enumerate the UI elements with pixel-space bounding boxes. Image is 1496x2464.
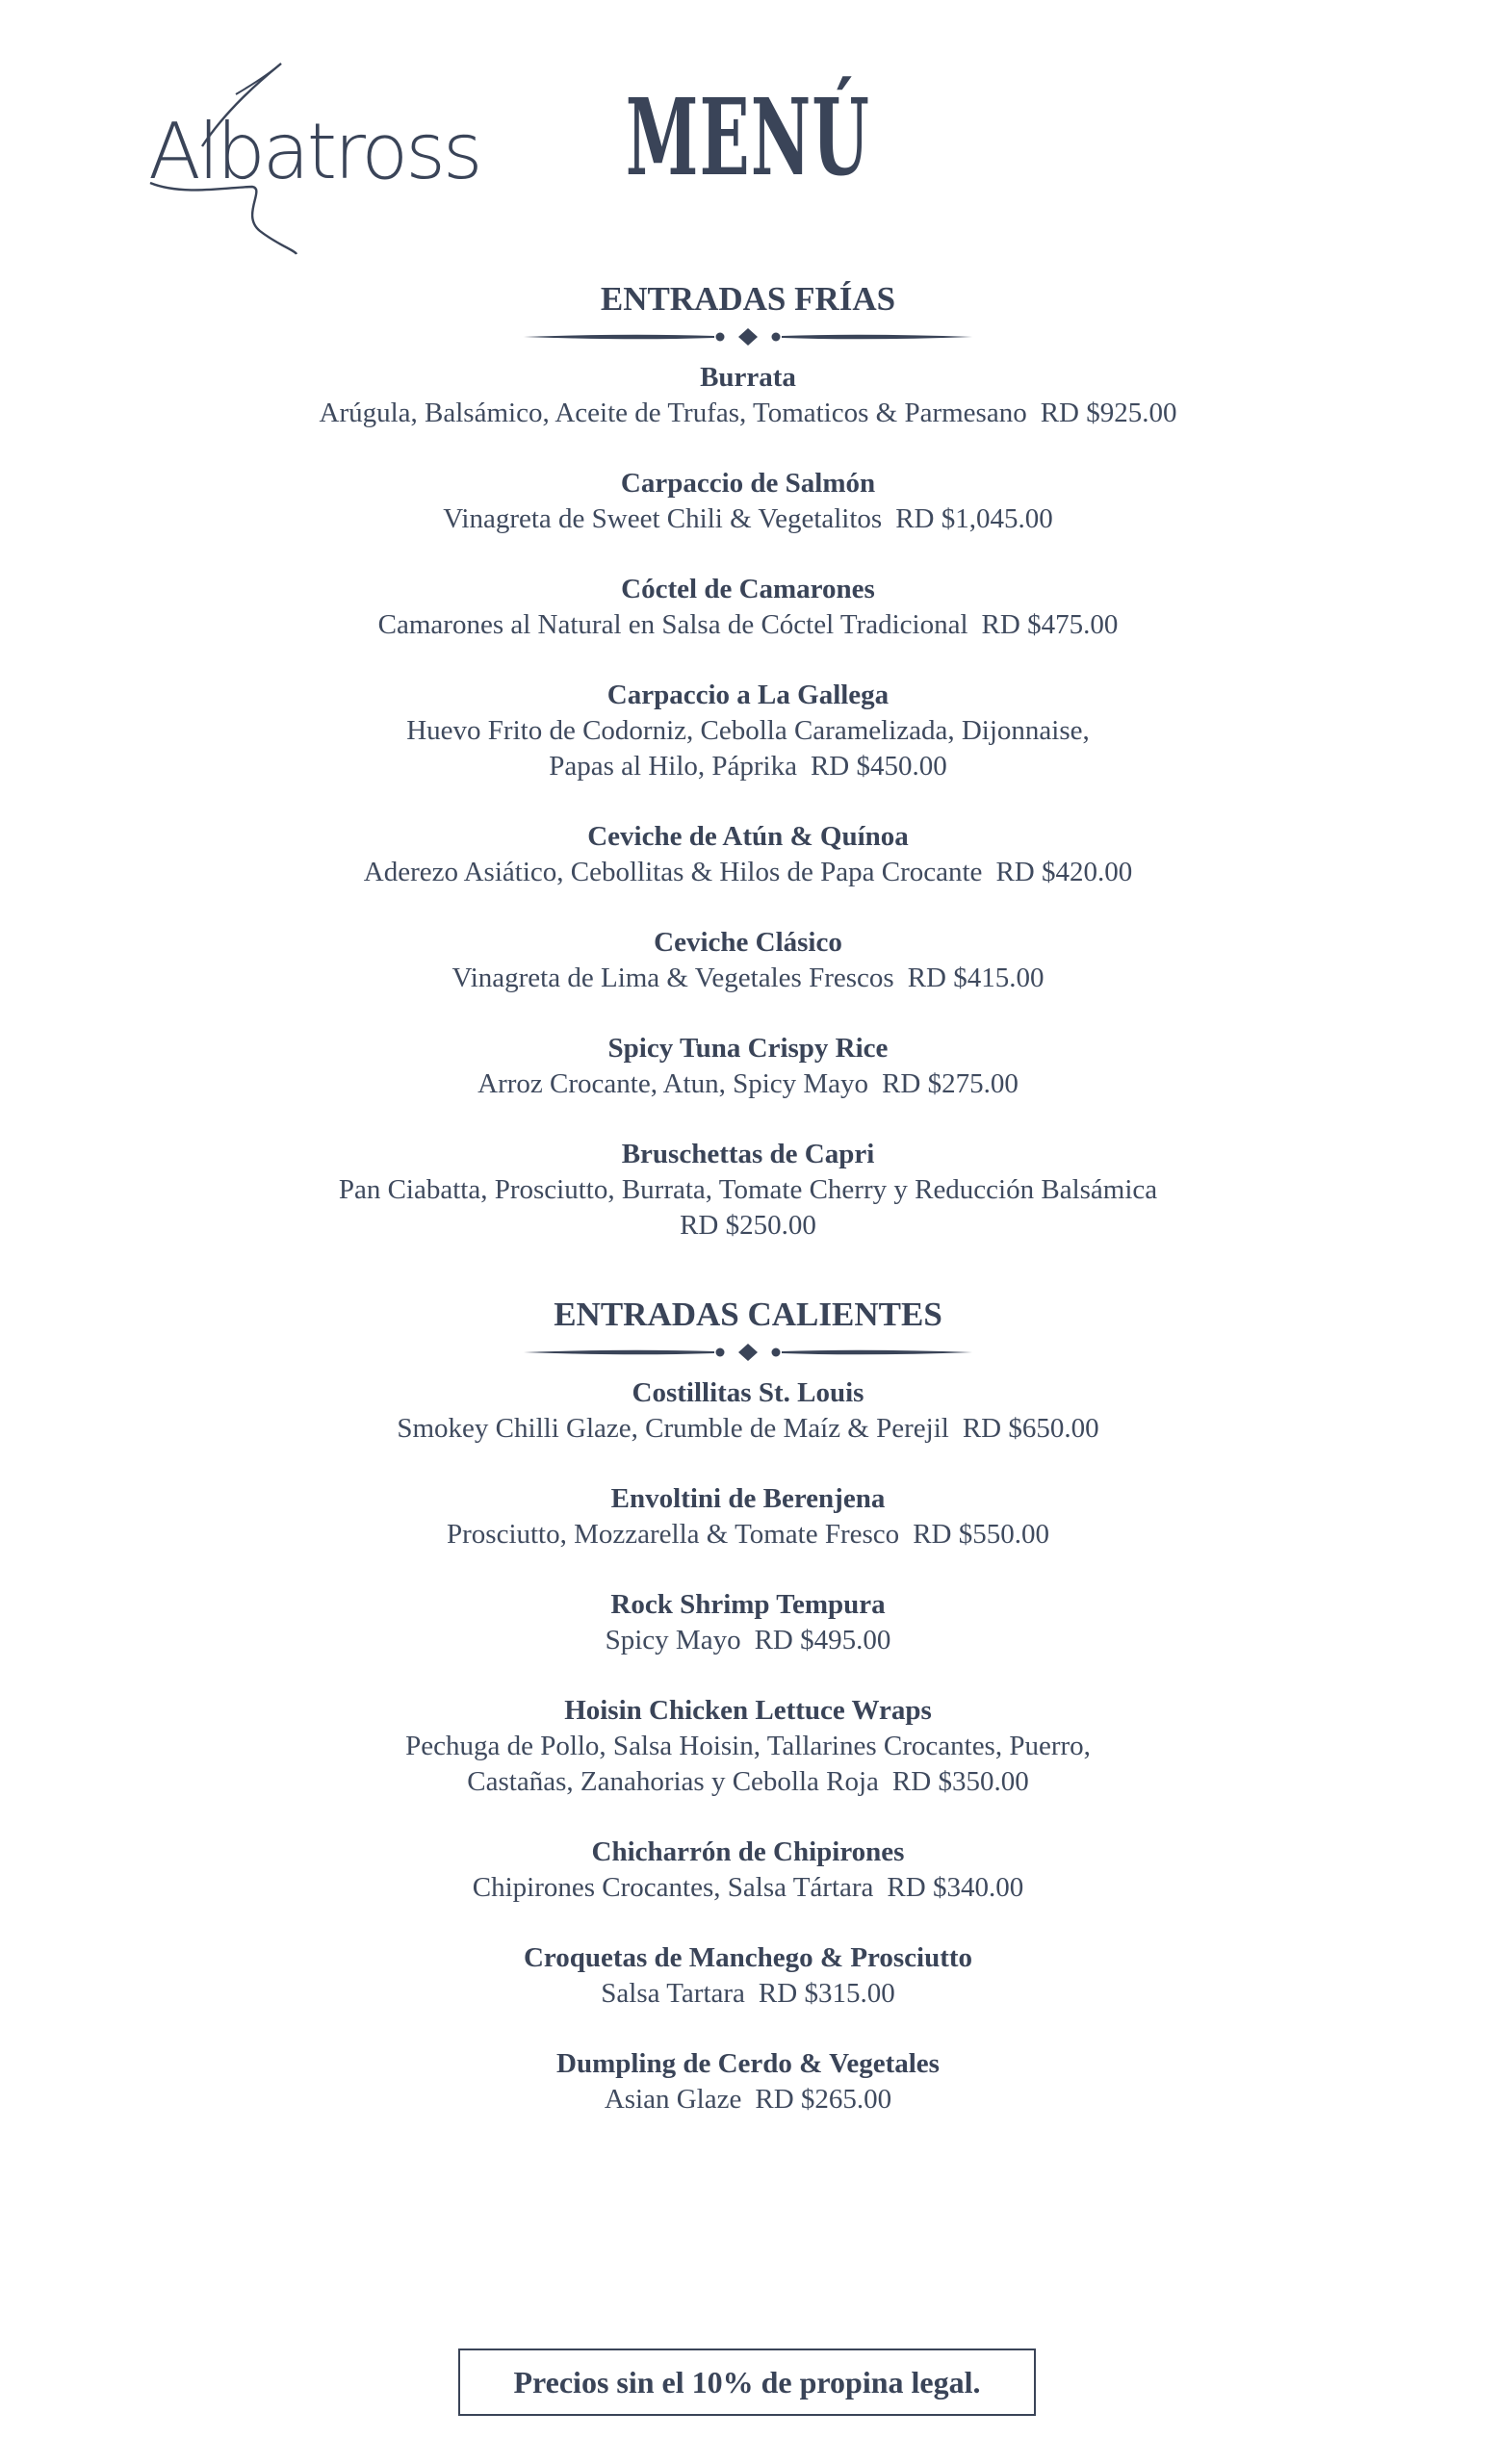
item-description-text: Asian Glaze <box>604 2084 742 2115</box>
menu-item <box>0 360 1496 431</box>
item-description <box>0 396 1496 431</box>
item-description: Huevo Frito de Codorniz, Cebolla Caramelizada, Dijonnaise, <box>406 715 1090 746</box>
section-title: ENTRADAS FRÍAS <box>600 280 896 318</box>
item-name: Ceviche de Atún & Quínoa <box>587 821 909 852</box>
item-price: RD $550.00 <box>913 1519 1049 1550</box>
item-description-text: Vinagreta de Lima & Vegetales Frescos <box>451 962 894 993</box>
item-description <box>0 1517 1496 1553</box>
item-name: Croquetas de Manchego & Prosciutto <box>523 1942 973 1973</box>
item-description <box>0 1623 1496 1658</box>
item-description-text: Chipirones Crocantes, Salsa Tártara <box>472 1872 874 1903</box>
footer-note: Precios sin el 10% de propina legal. <box>458 2348 1036 2416</box>
item-name: Cóctel de Camarones <box>621 574 875 604</box>
item-price: RD $925.00 <box>1040 398 1177 428</box>
item-description: Pechuga de Pollo, Salsa Hoisin, Tallarines Crocantes, Puerro, <box>405 1731 1091 1761</box>
item-description <box>0 1066 1496 1102</box>
item-description <box>0 1411 1496 1447</box>
menu-item <box>0 1693 1496 1800</box>
item-name: Carpaccio a La Gallega <box>606 680 890 710</box>
item-name: Bruschettas de Capri <box>621 1139 875 1169</box>
item-price: RD $420.00 <box>995 857 1133 887</box>
item-name: Chicharrón de Chipirones <box>591 1836 905 1867</box>
item-description-text: Spicy Mayo <box>605 1625 741 1656</box>
item-price: RD $315.00 <box>758 1978 895 2009</box>
item-description <box>0 2082 1496 2118</box>
item-description-text: Papas al Hilo, Páprika <box>549 751 797 782</box>
item-description-text: Salsa Tartara <box>601 1978 745 2009</box>
item-name: Dumpling de Cerdo & Vegetales <box>556 2048 940 2079</box>
section-entradas-frias <box>0 279 1496 1278</box>
item-description-text: Aderezo Asiático, Cebollitas & Hilos de Papa Crocante <box>363 857 983 887</box>
item-name: Spicy Tuna Crispy Rice <box>607 1033 889 1064</box>
item-name: Ceviche Clásico <box>654 927 842 958</box>
ornament-divider-icon <box>522 325 974 348</box>
item-description-text: Vinagreta de Sweet Chili & Vegetalitos <box>443 503 883 534</box>
menu-item <box>0 1031 1496 1102</box>
item-price: RD $650.00 <box>962 1413 1099 1444</box>
section-title: ENTRADAS CALIENTES <box>554 1296 942 1333</box>
menu-item <box>0 819 1496 890</box>
section-entradas-calientes <box>0 1295 1496 2152</box>
item-name: Costillitas St. Louis <box>632 1377 864 1408</box>
item-description <box>0 855 1496 890</box>
item-description-text: Prosciutto, Mozzarella & Tomate Fresco <box>447 1519 900 1550</box>
menu-item <box>0 678 1496 784</box>
item-price: RD $350.00 <box>891 1766 1029 1797</box>
menu-item <box>0 1835 1496 1906</box>
item-price: RD $495.00 <box>754 1625 891 1656</box>
item-name: Carpaccio de Salmón <box>620 468 876 499</box>
item-description <box>0 501 1496 537</box>
item-description-text: Castañas, Zanahorias y Cebolla Roja <box>467 1766 879 1797</box>
item-description-text: Camarones al Natural en Salsa de Cóctel Tradicional <box>377 609 968 640</box>
menu-item <box>0 1375 1496 1447</box>
item-price: RD $475.00 <box>981 609 1119 640</box>
item-description-text: Arúgula, Balsámico, Aceite de Trufas, Tomaticos & Parmesano <box>319 398 1027 428</box>
menu-item <box>0 466 1496 537</box>
menu-item <box>0 1481 1496 1553</box>
item-price: RD $275.00 <box>882 1068 1019 1099</box>
menu-item <box>0 1137 1496 1244</box>
item-description: Pan Ciabatta, Prosciutto, Burrata, Tomate Cherry y Reducción Balsámica <box>338 1174 1158 1205</box>
item-name: Burrata <box>700 362 796 393</box>
item-price: RD $265.00 <box>755 2084 892 2115</box>
item-description-text: Arroz Crocante, Atun, Spicy Mayo <box>477 1068 869 1099</box>
item-price: RD $450.00 <box>810 751 947 782</box>
menu-item <box>0 572 1496 643</box>
item-description <box>0 1976 1496 2012</box>
item-price: RD $1,045.00 <box>895 503 1053 534</box>
item-description <box>0 607 1496 643</box>
item-price: RD $250.00 <box>680 1210 816 1241</box>
menu-item <box>0 1940 1496 2012</box>
item-description-text: Smokey Chilli Glaze, Crumble de Maíz & Perejil <box>397 1413 949 1444</box>
item-price: RD $340.00 <box>887 1872 1024 1903</box>
item-description <box>0 961 1496 996</box>
logo-text: Albatross <box>148 107 480 196</box>
menu-item <box>0 925 1496 996</box>
item-description <box>0 1870 1496 1906</box>
item-name: Hoisin Chicken Lettuce Wraps <box>564 1695 932 1726</box>
item-name: Envoltini de Berenjena <box>610 1483 886 1514</box>
page-title: MENÚ <box>625 75 871 199</box>
menu-item <box>0 1587 1496 1658</box>
item-name: Rock Shrimp Tempura <box>610 1589 886 1620</box>
item-price: RD $415.00 <box>907 962 1045 993</box>
menu-item <box>0 2046 1496 2118</box>
item-description-line-2 <box>0 1764 1496 1800</box>
item-description-line-2 <box>0 749 1496 784</box>
ornament-divider-icon <box>522 1341 974 1364</box>
